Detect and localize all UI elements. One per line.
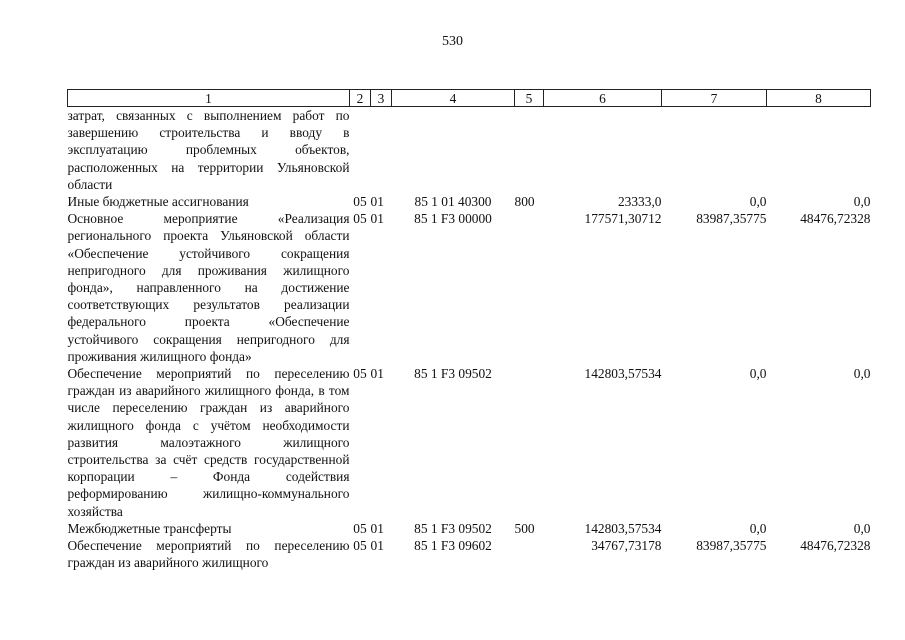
amount-col-8: 0,0 bbox=[853, 366, 871, 382]
budget-table bbox=[67, 89, 871, 571]
subsection-code: 01 bbox=[370, 194, 384, 210]
amount-col-8: 0,0 bbox=[853, 194, 871, 210]
row-description: Иные бюджетные ассигнования bbox=[67, 194, 249, 210]
row-description: Обеспечение мероприятий по переселению граждан из аварийного жилищного фонда, в том числе переселению граждан из аварийного жилищного фонда с учётом необходимости развития малоэтажного жилищного строительства за счёт средств государственной корпорации – Фонда содействия реформированию жилищно-коммунального хозяйства bbox=[67, 366, 350, 519]
row-description: затрат, связанных с выполнением работ по завершению строительства и вводу в эксплуатацию проблемных объектов, расположенных на территории Ульяновской области bbox=[67, 108, 350, 192]
header-col-1: 1 bbox=[68, 90, 350, 107]
expense-type-code bbox=[515, 537, 544, 571]
amount-col-7 bbox=[662, 107, 767, 194]
table-row bbox=[68, 107, 871, 194]
amount-col-6 bbox=[544, 107, 662, 194]
section-code bbox=[350, 107, 371, 194]
subsection-code: 01 bbox=[370, 366, 384, 382]
row-description: Основное мероприятие «Реализация регионального проекта Ульяновской области «Обеспечение устойчивого сокращения непригодного для проживания жилищного фонда», направленного на достижение соответствующих результатов реализации федерального проекта «Обеспечение устойчивого сокращения непригодного для проживания жилищного фонда» bbox=[67, 211, 350, 364]
amount-col-6: 34767,73178 bbox=[591, 538, 662, 554]
section-code: 05 bbox=[353, 538, 367, 554]
expense-type-code bbox=[515, 365, 544, 520]
amount-col-8: 48476,72328 bbox=[800, 211, 871, 227]
subsection-code bbox=[371, 107, 392, 194]
expense-type-code: 800 bbox=[514, 194, 535, 210]
expense-type-code bbox=[515, 107, 544, 194]
amount-col-6: 142803,57534 bbox=[584, 520, 662, 536]
header-col-3: 3 bbox=[371, 90, 392, 107]
target-article-code: 85 1 F3 00000 bbox=[414, 211, 492, 227]
expense-type-code bbox=[515, 210, 544, 365]
target-article-code bbox=[392, 107, 515, 194]
page-number: 530 bbox=[442, 34, 463, 49]
header-col-6: 6 bbox=[544, 90, 662, 107]
header-row bbox=[68, 90, 871, 107]
row-description: Межбюджетные трансферты bbox=[67, 520, 232, 536]
subsection-code: 01 bbox=[370, 211, 384, 227]
amount-col-8 bbox=[767, 107, 871, 194]
table-row bbox=[68, 193, 871, 210]
target-article-code: 85 1 01 40300 bbox=[414, 194, 492, 210]
header-col-5: 5 bbox=[515, 90, 544, 107]
amount-col-7: 0,0 bbox=[749, 194, 767, 210]
target-article-code: 85 1 F3 09602 bbox=[414, 538, 492, 554]
subsection-code: 01 bbox=[370, 520, 384, 536]
amount-col-7: 83987,35775 bbox=[696, 211, 767, 227]
amount-col-6: 23333,0 bbox=[617, 194, 662, 210]
subsection-code: 01 bbox=[370, 538, 384, 554]
table-row bbox=[68, 537, 871, 571]
section-code: 05 bbox=[353, 194, 367, 210]
amount-col-6: 142803,57534 bbox=[584, 366, 662, 382]
amount-col-6: 177571,30712 bbox=[584, 211, 662, 227]
section-code: 05 bbox=[353, 211, 367, 227]
amount-col-8: 48476,72328 bbox=[800, 538, 871, 554]
target-article-code: 85 1 F3 09502 bbox=[414, 520, 492, 536]
amount-col-7: 83987,35775 bbox=[696, 538, 767, 554]
amount-col-7: 0,0 bbox=[749, 366, 767, 382]
header-col-4: 4 bbox=[392, 90, 515, 107]
header-col-2: 2 bbox=[350, 90, 371, 107]
header-col-8: 8 bbox=[767, 90, 871, 107]
section-code: 05 bbox=[353, 520, 367, 536]
table-row bbox=[68, 520, 871, 537]
amount-col-7: 0,0 bbox=[749, 520, 767, 536]
amount-col-8: 0,0 bbox=[853, 520, 871, 536]
target-article-code: 85 1 F3 09502 bbox=[414, 366, 492, 382]
header-col-7: 7 bbox=[662, 90, 767, 107]
table-row bbox=[68, 365, 871, 520]
section-code: 05 bbox=[353, 366, 367, 382]
expense-type-code: 500 bbox=[514, 520, 535, 536]
row-description: Обеспечение мероприятий по переселению граждан из аварийного жилищного bbox=[67, 538, 350, 571]
table-row bbox=[68, 210, 871, 365]
